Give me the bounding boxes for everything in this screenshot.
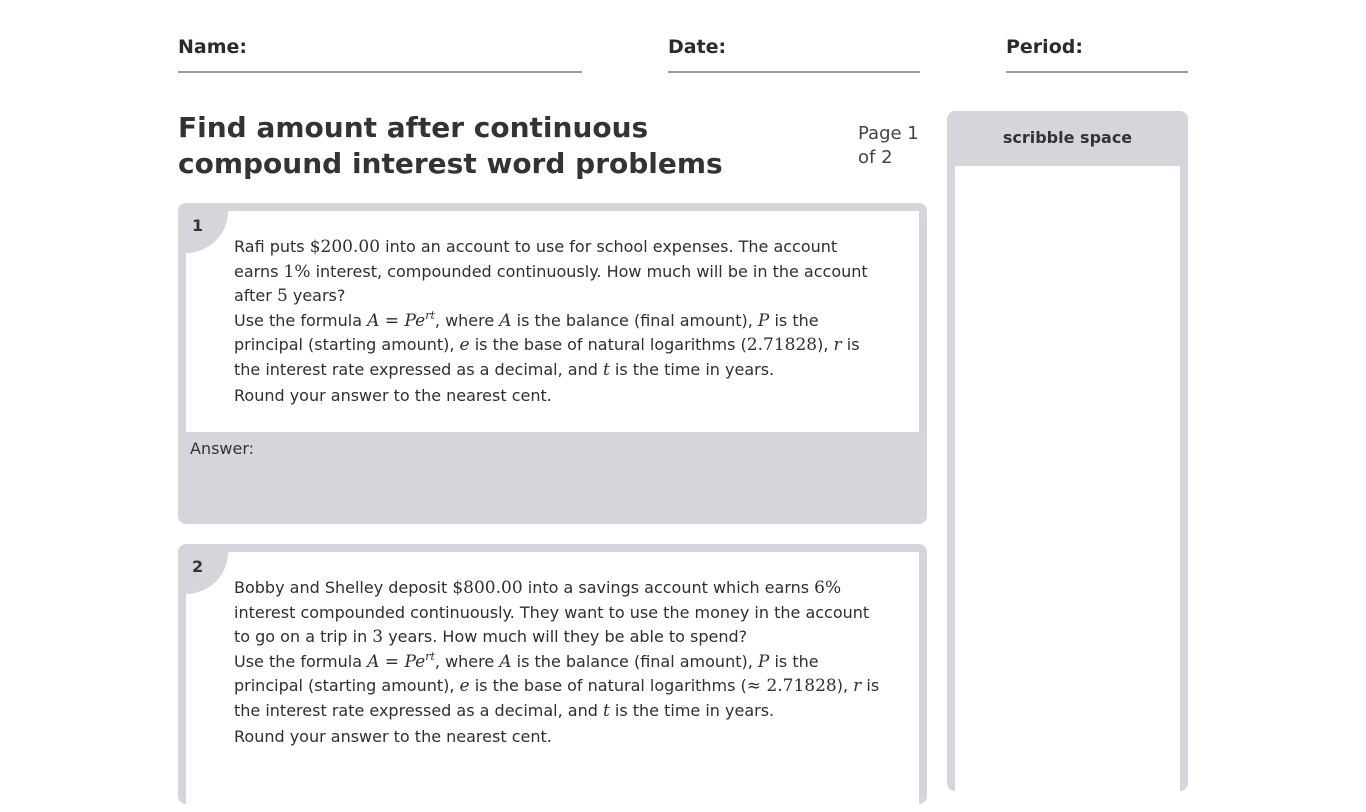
date-field[interactable] [668, 36, 920, 73]
formula-explanation: Use the formula $A = Pe^{rt}$, where A is the balance (final amount), P is the principal (starting amount), e is the base of natural logarithms (≈ 2.71828), r is the interest rate expressed as a decimal, and t is the time in years. [234, 649, 880, 721]
answer-label: Answer: [190, 439, 255, 458]
problem-statement: Bobby and Shelley deposit $800.00 into a savings account which earns 6% interest compounded continuously. They want to use the money in the account to go on a trip in 3 years. How much will they be able to spend? [234, 578, 870, 647]
problem-text [234, 235, 884, 409]
problem-number: 1 [192, 216, 204, 235]
worksheet-title: Find amount after continuous compound interest word problems [178, 111, 723, 180]
rate-value: 1% [283, 261, 311, 282]
date-label: Date: [668, 36, 727, 58]
scribble-label: scribble space [1002, 128, 1133, 147]
scribble-area[interactable] [955, 166, 1180, 791]
page-indicator: Page 1 of 2 [858, 123, 919, 168]
problem-body [186, 211, 919, 432]
formula: $A = Pe^{rt}$ [367, 308, 435, 331]
problem-body [186, 552, 919, 812]
e-value: 2.71828 [746, 335, 818, 355]
formula-explanation: Use the formula $A = Pe^{rt}$, where A is the balance (final amount), P is the principal (starting amount), e is the base of natural logarithms (2.71828), r is the interest rate expressed as a decimal, and t is the time in years. [234, 308, 860, 380]
period-field[interactable] [1006, 36, 1188, 73]
amount-value: $200.00 [309, 237, 381, 257]
problem-number-tab [186, 552, 228, 594]
rate-value: 6% [814, 578, 842, 598]
formula: $A = Pe^{rt}$ [367, 649, 435, 672]
amount-value: $800.00 [452, 578, 523, 598]
rounding-instruction: Round your answer to the nearest cent. [234, 727, 552, 746]
e-value: ≈ 2.71828 [746, 676, 837, 696]
problem-text [234, 576, 884, 750]
period-label: Period: [1006, 36, 1083, 58]
problem-statement: Rafi puts $200.00 into an account to use for school expenses. The account earns 1% interest, compounded continuously. How much will be in the account after 5 years? [234, 237, 868, 306]
years-value: 3 [372, 627, 384, 647]
name-label: Name: [178, 36, 248, 58]
years-value: 5 [276, 286, 288, 306]
problem-number: 2 [192, 557, 204, 576]
rounding-instruction: Round your answer to the nearest cent. [234, 386, 552, 405]
problem-card [178, 203, 927, 524]
problem-card [178, 544, 927, 804]
name-field[interactable] [178, 36, 582, 73]
problem-number-tab [186, 211, 228, 253]
scribble-panel [947, 111, 1188, 791]
